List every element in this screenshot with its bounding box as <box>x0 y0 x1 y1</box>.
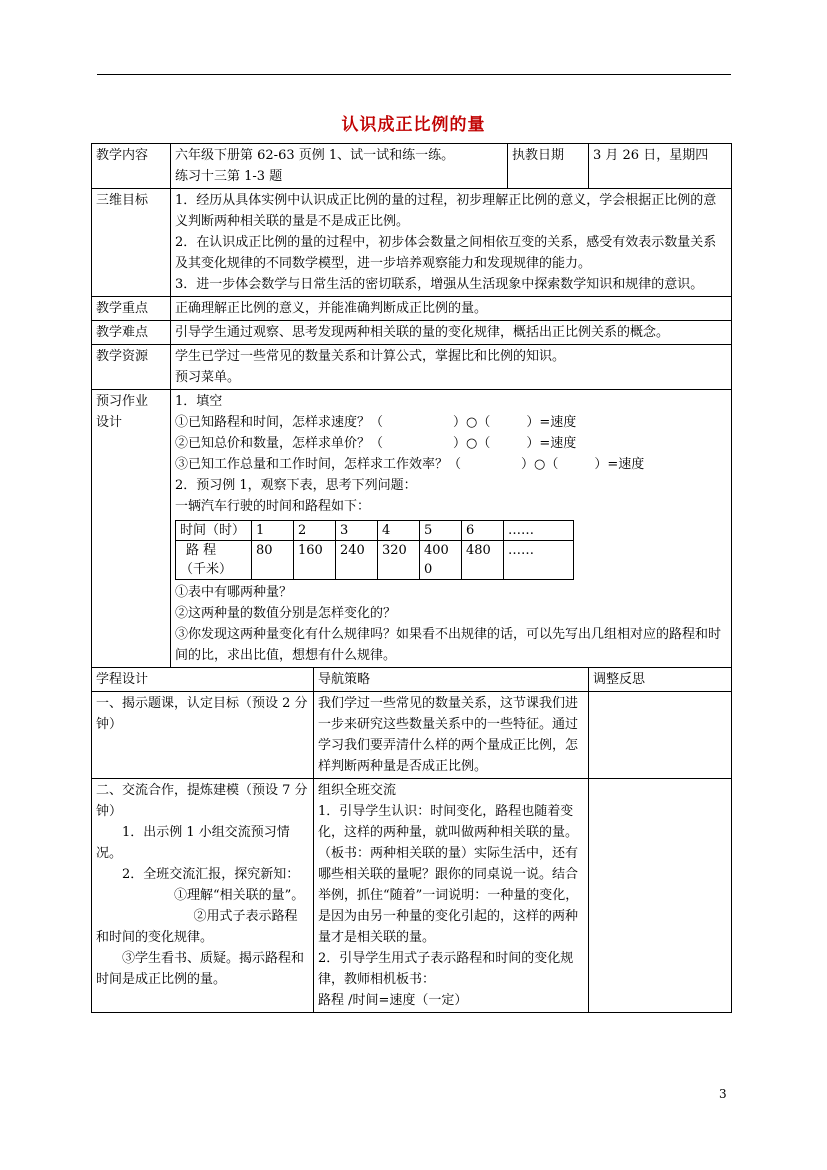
content-row <box>92 144 732 189</box>
preview-cell <box>171 390 732 668</box>
process-header-row <box>92 668 732 692</box>
section-1-design: 一、揭示题课，认定目标（预设 2 分钟） <box>92 692 314 779</box>
process-row-2 <box>92 779 732 1013</box>
section-2-design: 二、交流合作，提炼建模（预设 7 分钟） 1．出示例 1 小组交流预习情况。 2．全班交流汇报，探究新知： ①理解“相关联的量”。 ②用式子表示路程和时间的变化规律。 ③学生看书、质疑。揭示路程和时间是成正比例的量。 <box>92 779 314 1013</box>
table-row: 时间（时） 1 2 3 4 5 6 …… <box>176 521 574 541</box>
section-2-strategy: 组织全班交流 1．引导学生认识：时间变化，路程也随着变化，这样的两种量，就叫做两种相关联的量。（板书：两种相关联的量）实际生活中，还有哪些相关联的量呢？跟你的同桌说一说。结合举例，抓住“随着”一词说明：一种量的变化，是因为由另一种量的变化引起的，这样的两种量才是相关联的量。 2．引导学生用式子表示路程和时间的变化规律，教师相机板书： 路程 /时间=速度（一定） <box>314 779 589 1013</box>
key-point-text: 正确理解正比例的意义，并能准确判断成正比例的量。 <box>171 297 732 321</box>
key-point-label: 教学重点 <box>92 297 171 321</box>
goals-row <box>92 189 732 297</box>
resources-label: 教学资源 <box>92 345 171 390</box>
process-row-1 <box>92 692 732 779</box>
fill-question-1: ①已知路程和时间，怎样求速度？（ ）○（ ）=速度 <box>175 415 577 430</box>
difficulty-text: 引导学生通过观察、思考发现两种相关联的量的变化规律，概括出正比例关系的概念。 <box>171 321 732 345</box>
preview-question: ①表中有哪两种量？ <box>175 585 293 600</box>
page-title: 认识成正比例的量 <box>341 115 486 135</box>
task-2: 2．预习例 1，观察下表，思考下列问题： <box>175 478 417 493</box>
content-cell: 六年级下册第 62-63 页例 1、试一试和练一练。 练习十三第 1-3 题 <box>171 144 508 189</box>
fill-question-3: ③已知工作总量和工作时间，怎样求工作效率？（ ）○（ ）=速度 <box>175 457 645 472</box>
section-1-strategy: 我们学过一些常见的数量关系，这节课我们进一步来研究这些数量关系中的一些特征。通过学习我们要弄清什么样的两个量成正比例，怎样判断两种量是否成正比例。 <box>314 692 589 779</box>
task-2-sub: 一辆汽车行驶的时间和路程如下： <box>175 499 371 514</box>
goals-label: 三维目标 <box>92 189 171 297</box>
resources-row <box>92 345 732 390</box>
preview-row <box>92 390 732 668</box>
time-distance-table <box>175 520 574 580</box>
date-label: 执教日期 <box>508 144 589 189</box>
difficulty-label: 教学难点 <box>92 321 171 345</box>
header-rule <box>97 74 731 75</box>
section-2-reflection <box>589 779 732 1013</box>
content-label: 教学内容 <box>92 144 171 189</box>
fill-question-2: ②已知总价和数量，怎样求单价？（ ）○（ ）=速度 <box>175 436 577 451</box>
fill-title: 1．填空 <box>175 394 223 409</box>
key-point-row <box>92 297 732 321</box>
lesson-plan-table <box>91 143 732 1013</box>
process-col-reflection: 调整反思 <box>589 668 732 692</box>
preview-question: ②这两种量的数值分别是怎样变化的？ <box>175 606 397 621</box>
difficulty-row <box>92 321 732 345</box>
goal-item: 2．在认识成正比例的量的过程中，初步体会数量之间相依互变的关系，感受有效表示数量关系及其变化规律的不同数学模型，进一步培养观察能力和发现规律的能力。 <box>175 235 717 271</box>
date-value: 3 月 26 日，星期四 <box>589 144 732 189</box>
process-col-strategy: 导航策略 <box>314 668 589 692</box>
page-number: 3 <box>719 1087 727 1101</box>
table-row: 路 程 （千米） 80 160 240 320 4000 480 …… <box>176 541 574 580</box>
resources-cell: 学生已学过一些常见的数量关系和计算公式，掌握比和比例的知识。 预习菜单。 <box>171 345 732 390</box>
goal-item: 3．进一步体会数学与日常生活的密切联系，增强从生活现象中探索数学知识和规律的意识。 <box>175 277 704 292</box>
goals-cell <box>171 189 732 297</box>
preview-label: 预习作业 设计 <box>92 390 171 668</box>
goal-item: 1．经历从具体实例中认识成正比例的量的过程，初步理解正比例的意义，学会根据正比例的意义判断两种相关联的量是不是成正比例。 <box>175 193 717 229</box>
process-col-design: 学程设计 <box>92 668 314 692</box>
preview-question: ③你发现这两种量变化有什么规律吗？如果看不出规律的话，可以先写出几组相对应的路程和时间的比，求出比值，想想有什么规律。 <box>175 627 722 663</box>
section-1-reflection <box>589 692 732 779</box>
